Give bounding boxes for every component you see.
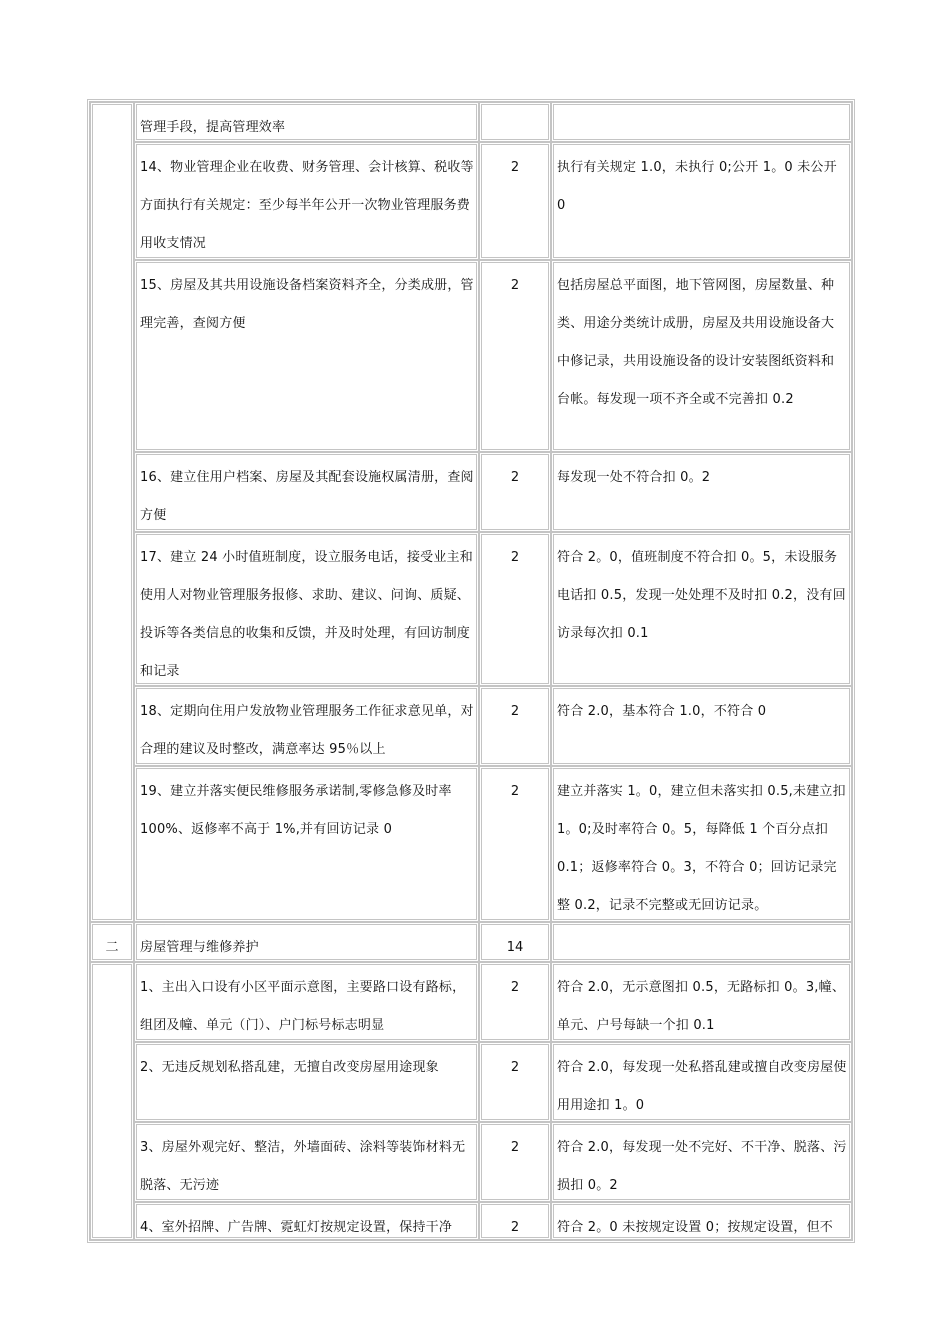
section-score: 14 [506,940,524,955]
score-value: 2 [510,160,520,175]
score-value: 2 [510,1140,520,1155]
standard-cell [551,962,852,1042]
standard-text: 符合 2。0，值班制度不符合扣 0。5，未设服务电话扣 0.5，发现一处处理不及时扣 0.2，没有回访录每次扣 0.1 [557,550,846,641]
item-cell [134,1202,479,1240]
section-title: 房屋管理与维修养护 [140,940,259,955]
item-text: 管理手段，提高管理效率 [140,120,286,135]
item-cell [134,452,479,532]
standard-cell [551,766,852,922]
item-text: 3、房屋外观完好、整洁，外墙面砖、涂料等装饰材料无脱落、无污迹 [140,1140,466,1193]
standard-cell [551,260,852,452]
standard-text: 符合 2.0，无示意图扣 0.5，无路标扣 0。3,幢、单元、户号每缺一个扣 0.1 [557,980,846,1033]
section-title-cell [134,922,479,962]
item-cell [134,260,479,452]
section-number: 二 [105,940,119,955]
standard-cell [551,142,852,260]
score-cell [479,452,551,532]
standard-cell [551,686,852,766]
standard-cell [551,1122,852,1202]
item-text: 19、建立并落实便民维修服务承诺制,零修急修及时率 100%、返修率不高于 1%,并有回访记录 0 [140,784,452,837]
score-cell [479,260,551,452]
standard-text: 每发现一处不符合扣 0。2 [557,470,711,485]
item-text: 18、定期向住用户发放物业管理服务工作征求意见单，对合理的建议及时整改，满意率达 95％以上 [140,704,474,757]
item-text: 14、物业管理企业在收费、财务管理、会计核算、税收等方面执行有关规定：至少每半年公开一次物业管理服务费用收支情况 [140,160,474,251]
standard-text: 符合 2.0，基本符合 1.0，不符合 0 [557,704,767,719]
item-text: 2、无违反规划私搭乱建，无擅自改变房屋用途现象 [140,1060,439,1075]
section-column-cell [90,962,134,1240]
score-value: 2 [510,1220,520,1235]
score-value: 2 [510,704,520,719]
section-column-cell [90,102,134,922]
standard-text: 建立并落实 1。0，建立但未落实扣 0.5,未建立扣 1。0;及时率符合 0。5，每降低 1 个百分点扣 0.1；返修率符合 0。3，不符合 0；回访记录完整 0.2，记录不完整或无回访记录。 [557,784,846,913]
score-cell [479,962,551,1042]
score-value: 2 [510,980,520,995]
score-value: 2 [510,470,520,485]
item-cell [134,962,479,1042]
section-score-cell [479,922,551,962]
item-text: 16、建立住用户档案、房屋及其配套设施权属清册，查阅方便 [140,470,474,523]
standard-text: 执行有关规定 1.0，未执行 0;公开 1。0 未公开 0 [557,160,837,213]
standard-cell [551,922,852,962]
standard-cell [551,1042,852,1122]
score-cell [479,766,551,922]
score-value: 2 [510,278,520,293]
item-text: 1、主出入口设有小区平面示意图，主要路口设有路标，组团及幢、单元（门）、户门标号标志明显 [140,980,466,1033]
score-value: 2 [510,784,520,799]
score-cell [479,142,551,260]
item-cell [134,142,479,260]
score-cell [479,686,551,766]
standard-text: 符合 2。0 未按规定设置 0；按规定设置，但不 [557,1220,834,1235]
item-cell [134,686,479,766]
score-value: 2 [510,550,520,565]
section-number-cell [90,922,134,962]
standard-text: 包括房屋总平面图，地下管网图，房屋数量、种类、用途分类统计成册，房屋及共用设施设备大中修记录，共用设施设备的设计安装图纸资料和台帐。每发现一项不齐全或不完善扣 0.2 [557,278,835,407]
item-text: 4、室外招牌、广告牌、霓虹灯按规定设置，保持干净 [140,1220,453,1235]
standard-text: 符合 2.0，每发现一处私搭乱建或擅自改变房屋使用用途扣 1。0 [557,1060,847,1113]
standard-cell [551,452,852,532]
score-cell [479,1122,551,1202]
item-cell [134,532,479,686]
score-value: 2 [510,1060,520,1075]
item-cell [134,1122,479,1202]
score-cell [479,1202,551,1240]
score-cell [479,1042,551,1122]
standard-cell [551,102,852,142]
score-cell [479,532,551,686]
standard-cell [551,532,852,686]
item-cell [134,766,479,922]
item-cell [134,102,479,142]
score-cell [479,102,551,142]
standard-cell [551,1202,852,1240]
standard-text: 符合 2.0，每发现一处不完好、不干净、脱落、污损扣 0。2 [557,1140,847,1193]
item-text: 15、房屋及其共用设施设备档案资料齐全，分类成册，管理完善，查阅方便 [140,278,474,331]
item-text: 17、建立 24 小时值班制度，设立服务电话，接受业主和使用人对物业管理服务报修、求助、建议、问询、质疑、投诉等各类信息的收集和反馈，并及时处理，有回访制度和记录 [140,550,473,679]
item-cell [134,1042,479,1122]
